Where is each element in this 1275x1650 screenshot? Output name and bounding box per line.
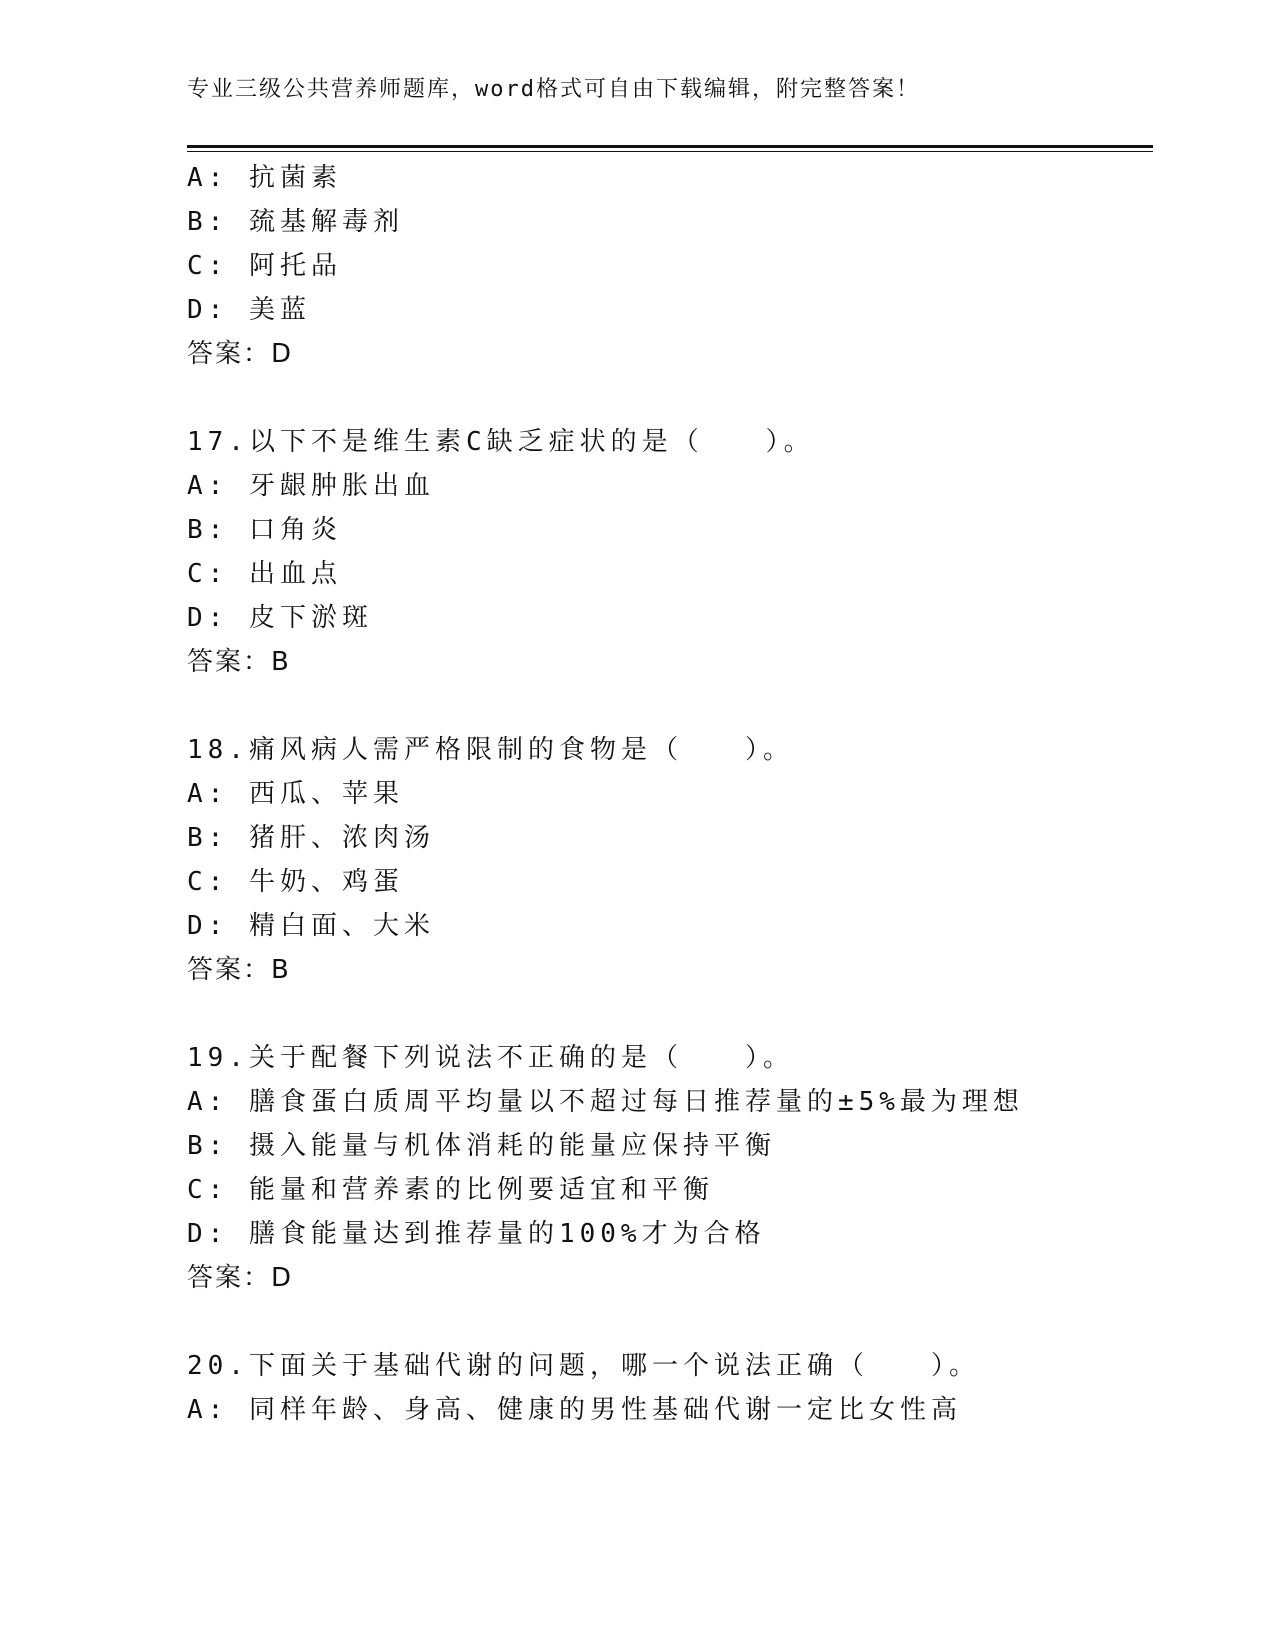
question-20: 20.下面关于基础代谢的问题，哪一个说法正确（ ）。 bbox=[187, 1351, 980, 1381]
option-c: C: 牛奶、鸡蛋 bbox=[187, 867, 404, 897]
header-rule-thick bbox=[187, 145, 1153, 148]
question-19: 19.关于配餐下列说法不正确的是（ ）。 bbox=[187, 1043, 794, 1073]
option-c: C: 能量和营养素的比例要适宜和平衡 bbox=[187, 1175, 714, 1205]
answer: 答案：B bbox=[187, 955, 291, 985]
option-a: A: 西瓜、苹果 bbox=[187, 779, 404, 809]
option-d: D: 膳食能量达到推荐量的100%才为合格 bbox=[187, 1219, 766, 1249]
option-a: A: 同样年龄、身高、健康的男性基础代谢一定比女性高 bbox=[187, 1395, 962, 1425]
answer: 答案：B bbox=[187, 647, 291, 677]
answer: 答案：D bbox=[187, 339, 294, 369]
header-rule-thin bbox=[187, 151, 1153, 152]
option-a: A: 膳食蛋白质周平均量以不超过每日推荐量的±5%最为理想 bbox=[187, 1087, 1024, 1117]
question-18: 18.痛风病人需严格限制的食物是（ ）。 bbox=[187, 735, 794, 765]
option-a: A: 牙龈肿胀出血 bbox=[187, 471, 435, 501]
option-c: C: 阿托品 bbox=[187, 251, 342, 281]
option-b: B: 口角炎 bbox=[187, 515, 342, 545]
page-header: 专业三级公共营养师题库，word格式可自由下载编辑，附完整答案！ bbox=[187, 77, 920, 102]
option-b: B: 摄入能量与机体消耗的能量应保持平衡 bbox=[187, 1131, 776, 1161]
option-c: C: 出血点 bbox=[187, 559, 342, 589]
answer: 答案：D bbox=[187, 1263, 294, 1293]
question-17: 17.以下不是维生素C缺乏症状的是（ ）。 bbox=[187, 427, 815, 457]
option-b: B: 巯基解毒剂 bbox=[187, 207, 404, 237]
option-a: A: 抗菌素 bbox=[187, 163, 342, 193]
option-b: B: 猪肝、浓肉汤 bbox=[187, 823, 435, 853]
option-d: D: 精白面、大米 bbox=[187, 911, 435, 941]
option-d: D: 皮下淤斑 bbox=[187, 603, 373, 633]
option-d: D: 美蓝 bbox=[187, 295, 311, 325]
